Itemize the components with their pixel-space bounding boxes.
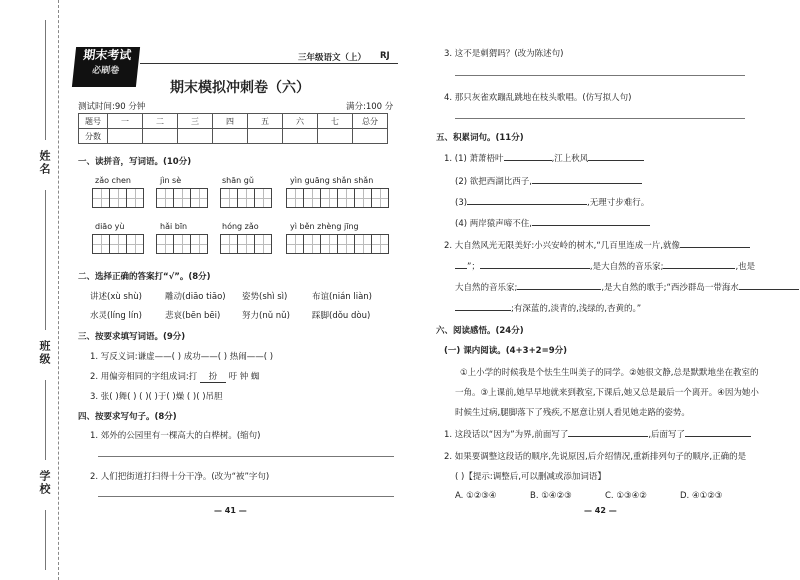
score-cell: 四 (213, 114, 248, 129)
question-text: ;有深蓝的,淡青的,浅绿的,杏黄的。” (511, 304, 642, 314)
section-3-title: 三、按要求填写词语。(9分) (78, 332, 186, 342)
answer-blank[interactable] (588, 160, 644, 161)
question-text: 吁 钟 蜘 (228, 372, 260, 382)
poem-line-3[interactable] (455, 196, 649, 208)
char-grid[interactable] (286, 234, 388, 254)
answer-blank[interactable] (532, 183, 642, 184)
binding-line (45, 510, 46, 570)
option-d[interactable]: D. ④①②③ (680, 491, 723, 501)
answer-blank[interactable] (504, 160, 552, 161)
binding-line (45, 20, 46, 140)
test-time: 测试时间:90 分钟 (78, 102, 146, 112)
score-cell: 三 (178, 114, 213, 129)
binding-line (45, 190, 46, 330)
subject-label: 三年级语文（上） (298, 53, 367, 63)
question-text: 2. 大自然风光无限美好:小兴安岭的树木,“几百里连成一片,就像 (444, 241, 680, 251)
answer-line[interactable] (455, 118, 745, 119)
choice-item[interactable]: 讲述(xù shù) (90, 292, 142, 302)
score-input[interactable] (353, 129, 388, 144)
class-label: 班级 (38, 340, 51, 366)
question-text: ”； (467, 262, 480, 272)
answer-line[interactable] (98, 496, 394, 497)
char-grid[interactable] (156, 234, 207, 254)
question-text: (2) 欲把西湖比西子, (455, 177, 532, 187)
question-idioms[interactable]: 3. 张( )舞( ) ( )( )于( )燥 ( )( )吊胆 (90, 392, 223, 402)
score-input[interactable] (143, 129, 178, 144)
school-label: 学校 (38, 470, 51, 496)
score-cell: 六 (283, 114, 318, 129)
section-5-title: 五、积累词句。(11分) (436, 133, 524, 143)
header-rule (140, 63, 398, 64)
question-text: 2. 用偏旁相同的字组成词:打 (90, 372, 198, 382)
pinyin-label: shān gǔ (222, 176, 254, 185)
question-text: ,无理寸步难行。 (587, 198, 650, 208)
answer-blank[interactable] (455, 268, 467, 269)
answer-blank[interactable] (532, 225, 650, 226)
score-cell: 五 (248, 114, 283, 129)
poem-line-4[interactable] (455, 217, 650, 229)
answer-blank[interactable] (663, 268, 735, 269)
score-input[interactable] (283, 129, 318, 144)
char-grid[interactable] (220, 188, 271, 208)
section-6-title: 六、阅读感悟。(24分) (436, 326, 524, 336)
reading-question-1[interactable] (444, 428, 751, 440)
question-text: 1. (1) 萧萧梧叶 (444, 154, 504, 164)
answer-blank[interactable] (467, 204, 587, 205)
subsection-reading: (一) 课内阅读。(4+3+2=9分) (444, 346, 568, 356)
name-label: 姓名 (38, 150, 51, 176)
choice-item[interactable]: 姿势(shì sì) (242, 292, 288, 302)
pinyin-label: yìn guāng shǎn shǎn (290, 176, 374, 185)
section-4-title: 四、按要求写句子。(8分) (78, 412, 177, 422)
edition-label: RJ (380, 51, 390, 61)
page-number-right: — 42 — (584, 506, 617, 515)
choice-item[interactable]: 踩脚(dǒu dòu) (312, 311, 371, 321)
section-1-title: 一、读拼音，写词语。(10分) (78, 157, 192, 167)
page-number-left: — 41 — (214, 506, 247, 515)
pinyin-label: diāo yù (95, 222, 125, 231)
option-a[interactable]: A. ①②③④ (455, 491, 497, 501)
score-cell: 一 (108, 114, 143, 129)
answer-blank[interactable] (480, 268, 590, 269)
option-b[interactable]: B. ①④②③ (530, 491, 572, 501)
nature-paragraph-3[interactable] (455, 281, 799, 293)
question-antonyms[interactable]: 1. 写反义词:谦虚——( ) 成功——( ) 热闹——( ) (90, 352, 274, 362)
char-grid[interactable] (220, 234, 271, 254)
poem-line-2[interactable] (455, 175, 642, 187)
answer-blank[interactable] (680, 247, 750, 248)
answer-blank[interactable] (517, 289, 601, 290)
nature-paragraph-1[interactable] (444, 239, 750, 251)
question-shorten: 1. 郊外的公园里有一棵高大的白桦树。(缩句) (90, 431, 261, 441)
score-input[interactable] (248, 129, 283, 144)
char-grid[interactable] (92, 188, 143, 208)
pinyin-label: hǎi bīn (160, 222, 188, 231)
reading-passage-line: ①上小学的时候我是个怯生生叫美子的同学。②她很文静,总是默默地坐在教室的 (460, 368, 759, 378)
answer-blank[interactable] (568, 436, 648, 437)
score-cell: 二 (143, 114, 178, 129)
logo-main-text: 期末考试 (82, 48, 132, 62)
pinyin-label: zǎo chen (95, 176, 131, 185)
page-title: 期末模拟冲刺卷（六） (170, 80, 310, 96)
pinyin-label: jìn sè (160, 176, 182, 185)
full-score: 满分:100 分 (346, 102, 394, 112)
exam-logo (72, 47, 140, 87)
question-text: ,后面写了 (648, 430, 686, 440)
answer-blank[interactable] (455, 310, 511, 311)
question-passive: 2. 人们把街道打扫得十分干净。(改为“被”字句) (90, 472, 270, 482)
question-personify: 4. 那只灰雀欢蹦乱跳地在枝头歌唱。(仿写拟人句) (444, 93, 632, 103)
answer-blank[interactable] (685, 436, 751, 437)
question-radicals[interactable] (90, 370, 260, 383)
section-2-title: 二、选择正确的答案打“√”。(8分) (78, 272, 211, 282)
reading-passage-line: 时候生过病,腿脚落下了残疾,不愿意让别人看见她走路的姿势。 (455, 408, 690, 418)
char-grid[interactable] (92, 234, 143, 254)
score-table (78, 113, 388, 144)
choice-item[interactable]: 努力(nǔ nǔ) (242, 311, 290, 321)
score-cell: 分数 (79, 129, 108, 144)
nature-paragraph-4[interactable] (455, 302, 641, 314)
logo-sub-text: 必刷卷 (91, 66, 120, 76)
question-statement: 3. 这不是刺猬吗？(改为陈述句) (444, 49, 564, 59)
choice-item[interactable]: 布谊(nián liàn) (312, 292, 372, 302)
score-cell: 总分 (353, 114, 388, 129)
question-text: ,也是 (735, 262, 756, 272)
nature-paragraph-2[interactable] (455, 260, 755, 272)
question-text: ,江上秋风 (551, 154, 589, 164)
score-value-row (79, 129, 388, 144)
reading-question-2: 2. 如果要调整这段话的顺序,先说原因,后介绍情况,重新排列句子的顺序,正确的是 (444, 452, 747, 462)
question-text: ,是大自然的歌手;“西沙群岛一带海水 (601, 283, 739, 293)
score-cell: 题号 (79, 114, 108, 129)
answer-blank[interactable] (739, 289, 799, 290)
choice-item[interactable]: 悲哀(bēn bēi) (165, 311, 221, 321)
score-input[interactable] (108, 129, 143, 144)
choice-item[interactable]: 水灵(líng lín) (90, 311, 142, 321)
answer-line[interactable] (98, 456, 394, 457)
reading-passage-line: 一角。③上课前,她早早地就来到教室,下课后,她又总是最后一个离开。④因为她小 (455, 388, 759, 398)
score-input[interactable] (178, 129, 213, 144)
answer-line[interactable] (455, 75, 745, 76)
score-cell: 七 (318, 114, 353, 129)
poem-line-1[interactable] (444, 152, 644, 164)
answer-blank[interactable]: 扮 (200, 370, 226, 383)
reading-question-hint[interactable]: ( )【提示:调整后,可以删减或添加词语】 (455, 472, 606, 482)
char-grid[interactable] (156, 188, 207, 208)
pinyin-label: yì běn zhèng jīng (290, 222, 359, 231)
option-c[interactable]: C. ①③④② (605, 491, 647, 501)
score-header-row (79, 114, 388, 129)
char-grid[interactable] (286, 188, 388, 208)
question-text: 1. 这段话以“因为”为界,前面写了 (444, 430, 569, 440)
question-text: 大自然的音乐家; (455, 283, 518, 293)
question-text: ,是大自然的音乐家; (589, 262, 664, 272)
question-text: (4) 两岸猿声啼不住, (455, 219, 532, 229)
question-text: (3) (455, 198, 468, 208)
choice-item[interactable]: 雕动(diāo tiāo) (165, 292, 226, 302)
pinyin-label: hóng zǎo (222, 222, 259, 231)
binding-line (45, 380, 46, 460)
score-input[interactable] (318, 129, 353, 144)
score-input[interactable] (213, 129, 248, 144)
